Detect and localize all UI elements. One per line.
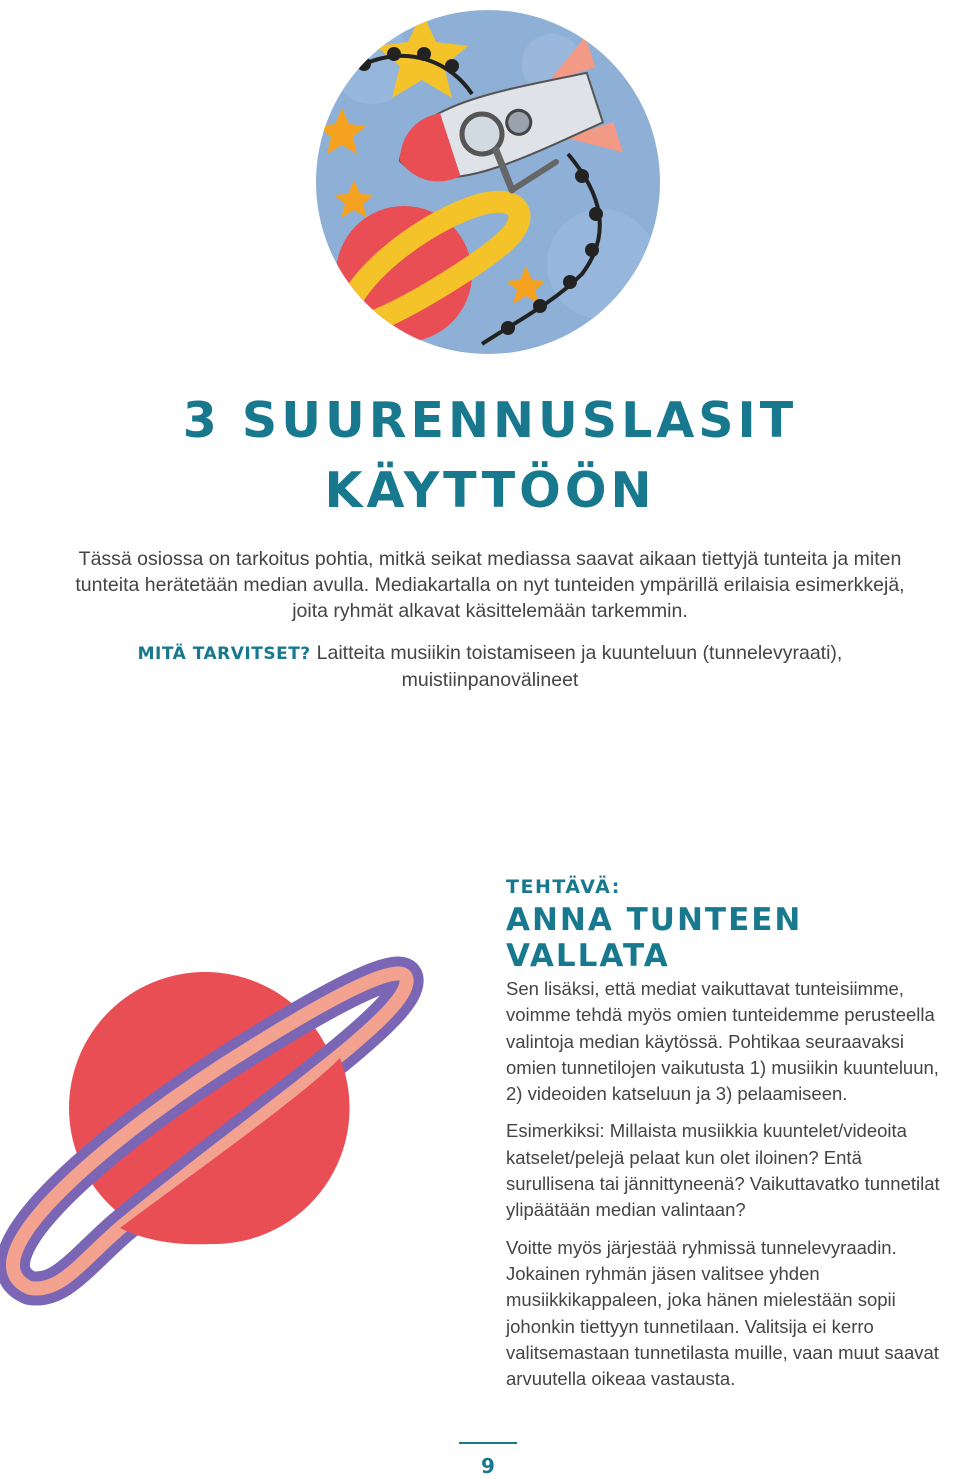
- needs-label: MITÄ TARVITSET?: [137, 644, 311, 664]
- task-title: ANNA TUNTEEN VALLATA: [506, 902, 803, 974]
- page-title-line-1: 3 SUURENNUSLASIT: [182, 392, 798, 449]
- task-paragraph: Esimerkiksi: Millaista musiikkia kuuntelet/videoita katselet/pelejä pelaat kun olet iloinen? Entä surullisena tai jännittyneenä? Vaikuttavatko tunnetilat ylipäätään median valintaan?: [506, 1120, 940, 1221]
- task-paragraph: Sen lisäksi, että mediat vaikuttavat tunteisiimme, voimme tehdä myös omien tunteidemme perusteella valintoja median käytössä. Pohtikaa seuraavaksi omien tunnetilojen vaikutusta 1) musiikin kuunteluun, 2) videoiden katseluun ja 3) pelaamiseen.: [506, 978, 939, 1105]
- rocket-badge-illustration: [312, 4, 664, 360]
- page-number-rule: [459, 1442, 517, 1444]
- planet-illustration: [0, 928, 430, 1318]
- intro-paragraph: Tässä osiossa on tarkoitus pohtia, mitkä seikat mediassa saavat aikaan tiettyjä tunteita ja miten tunteita herätetään median avulla. Mediakartalla on nyt tunteiden ympärillä erilaisia esimerkkejä, joita ryhmät alkavat käsittelemään tarkemmin.: [75, 548, 905, 622]
- task-body: [506, 976, 946, 1403]
- page-title-line-2: KÄYTTÖÖN: [324, 462, 656, 519]
- page-title: [0, 386, 960, 526]
- needs-paragraph: [60, 640, 920, 693]
- page-number: 9: [481, 1454, 495, 1478]
- needs-text: Laitteita musiikin toistamiseen ja kuunteluun (tunnelevyraati), muistiinpanovälineet: [316, 642, 843, 691]
- intro-section: [60, 546, 920, 693]
- task-paragraph: Voitte myös järjestää ryhmissä tunnelevyraadin. Jokainen ryhmän jäsen valitsee yhden musiikkikappaleen, joka hänen mielestään sopii johonkin tiettyyn tunnetilaan. Valitsija ei kerro valitsemastaan tunnetilasta muille, vaan muut saavat arvuutella oikeaa vastausta.: [506, 1236, 939, 1390]
- task-label: TEHTÄVÄ:: [506, 876, 621, 898]
